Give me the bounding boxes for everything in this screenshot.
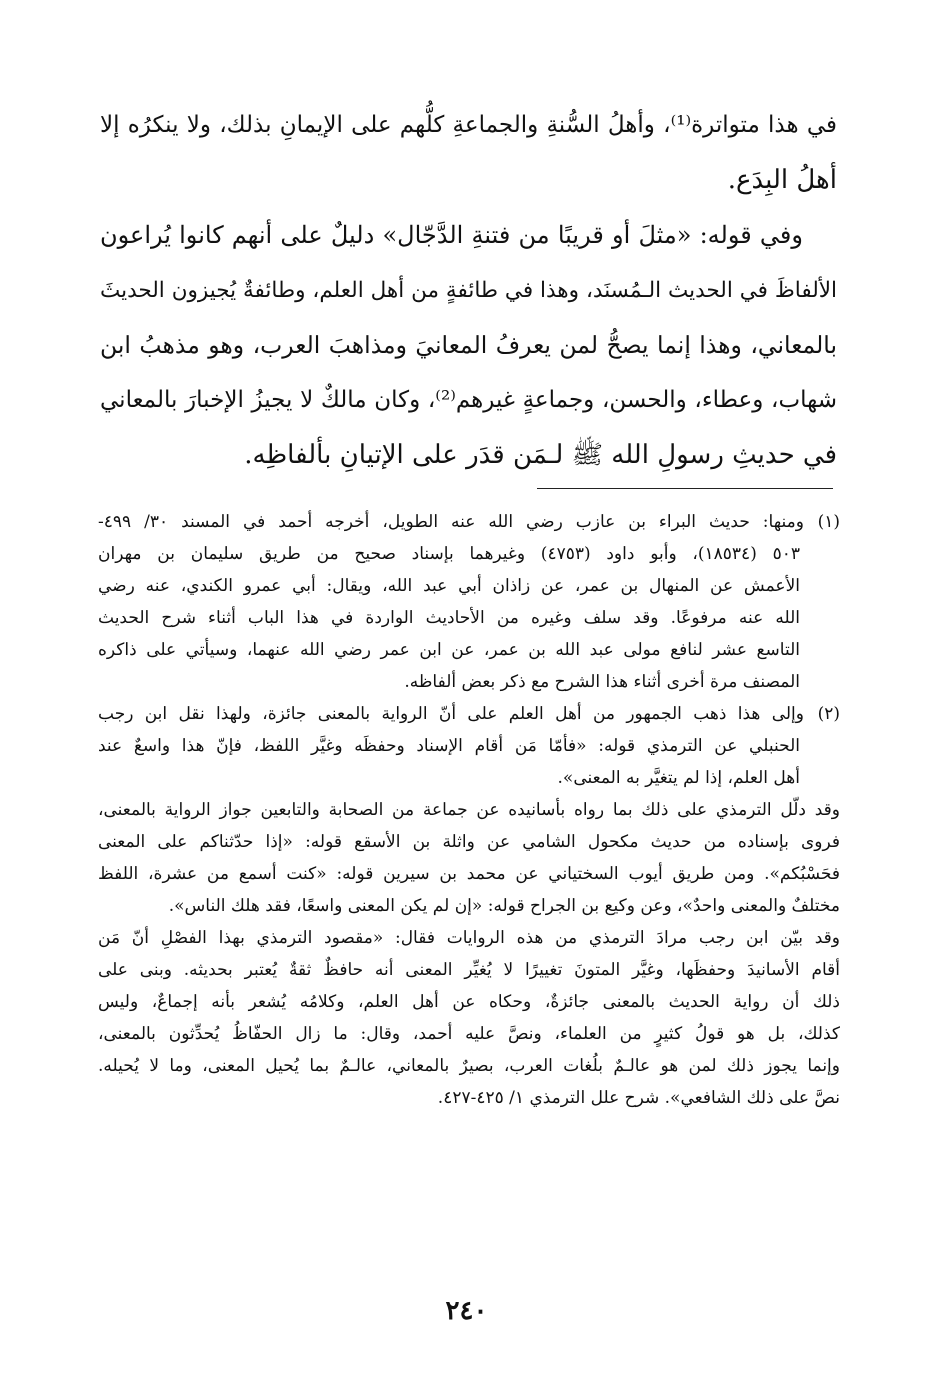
footnote-text: وإنما يجوز ذلك لمن هو عالـمٌ بلُغات العرب، بصيرٌ بالمعاني، عالـمٌ بما يُحيل المعنى، وما لا يُحيله. bbox=[98, 1056, 840, 1076]
footnote-line bbox=[98, 858, 840, 890]
main-text-line: الألفاظَ في الحديث الـمُسنَد، وهذا في طائفةٍ من أهل العلم، وطائفةٌ يُجيزون الحديثَ bbox=[100, 278, 837, 303]
footnote-text: الله عنه مرفوعًا. وقد سلف وغيره من الأحاديث الواردة في هذا الباب أثناء شرح الحديث bbox=[98, 608, 800, 628]
footnote-text: أقام الأسانيدَ وحفظَها، وغيَّر المتونَ تغييرًا لا يُغيِّر المعنى أنه حافظٌ ثقةٌ يُعتبر بحديثه. وبنى على bbox=[98, 960, 840, 980]
footnote-line bbox=[98, 794, 840, 826]
footnote-line bbox=[98, 826, 840, 858]
footnote-line bbox=[98, 922, 840, 954]
footnote-text: ومنها: حديث البراء بن عازب رضي الله عنه الطويل، أخرجه أحمد في المسند ٣٠/ ٤٩٩- bbox=[98, 512, 804, 532]
footnote-text: وقد دلّل الترمذي على ذلك بما رواه بأسانيده عن جماعة من الصحابة والتابعين جواز الرواية بالمعنى، bbox=[98, 800, 840, 820]
main-text-line: شهاب، وعطاء، والحسن، وجماعةٍ غيرهم⁽²⁾، وكان مالكٌ لا يجيزُ الإخبارَ بالمعاني bbox=[100, 387, 837, 413]
footnote-text: فحَسْبُكم». ومن طريق أيوب السختياني عن محمد بن سيرين قوله: «كنت أسمع من عشرة، اللفظ bbox=[98, 864, 840, 884]
main-text-line: أهلُ البِدَع. bbox=[727, 165, 837, 195]
main-text-line: بالمعاني، وهذا إنما يصحُّ لمن يعرفُ المعانيَ ومذاهبَ العرب، وهو مذهبُ ابن bbox=[100, 331, 837, 359]
footnote-line bbox=[98, 762, 840, 794]
main-text-line: في حديثِ رسولِ الله ﷺ لـمَن قدَر على الإتيانِ بألفاظِه. bbox=[244, 440, 837, 470]
footnote-line bbox=[98, 730, 840, 762]
page-number: ٢٤٠ bbox=[445, 1296, 488, 1326]
footnote-text: الأعمش عن المنهال بن عمر، عن زاذان أبي عبد الله، ويقال: أبي عمرو الكندي، عنه رضي bbox=[98, 576, 800, 596]
footnote-text: مختلفٌ والمعنى واحدٌ»، وعن وكيع بن الجراح قوله: «إن لم يكن المعنى واسعًا، فقد هلك الناس». bbox=[168, 896, 840, 916]
footnote-text: ذلك أن رواية الحديث بالمعنى جائزةٌ، وحكاه عن أهل العلم، وكلامُه يُشعر بأنه إجماعٌ، وليس bbox=[98, 992, 840, 1012]
footnote-line bbox=[98, 538, 840, 570]
footnote-line bbox=[98, 1018, 840, 1050]
footnote-text: نصَّ على ذلك الشافعي». شرح علل الترمذي ١/ ٤٢٥-٤٢٧. bbox=[437, 1088, 840, 1108]
footnote-line bbox=[98, 666, 840, 698]
footnote-text: فروى بإسناده من حديث مكحول الشامي عن واثلة بن الأسقع قوله: «إذا حدّثناكم على المعنى bbox=[98, 832, 840, 852]
footnote-text: المصنف مرة أخرى أثناء هذا الشرح مع ذكر بعض ألفاظه. bbox=[404, 672, 800, 692]
footnote-line bbox=[98, 698, 840, 730]
footnote-line bbox=[98, 634, 840, 666]
footnote-line bbox=[98, 1050, 840, 1082]
footnote-separator bbox=[537, 488, 833, 489]
footnote-text: ٥٠٣ (١٨٥٣٤)، وأبو داود (٤٧٥٣) وغيرهما بإسناد صحيح من طريق سليمان بن مهران bbox=[98, 544, 800, 564]
footnote-text: وإلى هذا ذهب الجمهور من أهل العلم على أنّ الرواية بالمعنى جائزة، ولهذا نقل ابن رجب bbox=[98, 704, 804, 724]
footnote-line bbox=[98, 570, 840, 602]
footnote-text: التاسع عشر لنافع مولى عبد الله بن عمر، عن ابن عمر رضي الله عنهما، وسيأتي على ذاكره bbox=[98, 640, 800, 660]
footnote-line bbox=[98, 506, 840, 538]
main-body-text bbox=[100, 98, 837, 483]
footnote-number: (١) bbox=[817, 512, 840, 532]
footnote-line bbox=[98, 986, 840, 1018]
footnote-line bbox=[98, 602, 840, 634]
footnotes-section bbox=[98, 506, 840, 1114]
main-text-line: وفي قوله: «مثلَ أو قريبًا من فتنةِ الدَّجّال» دليلٌ على أنهم كانوا يُراعون bbox=[100, 221, 803, 249]
footnote-number: (٢) bbox=[817, 704, 840, 724]
footnote-text: أهل العلم، إذا لم يتغيَّر به المعنى». bbox=[557, 768, 800, 788]
main-text-line: في هذا متواترة⁽¹⁾، وأهلُ السُّنةِ والجماعةِ كلُّهم على الإيمانِ بذلك، ولا ينكرُه إلا bbox=[100, 112, 837, 138]
footnote-line bbox=[98, 954, 840, 986]
footnote-text: وقد بيّن ابن رجب مرادَ الترمذي من هذه الروايات فقال: «مقصود الترمذي بهذا الفصْلِ أنّ مَن bbox=[98, 928, 840, 948]
footnote-line bbox=[98, 1082, 840, 1114]
footnote-text: كذلك، بل هو قولُ كثيرٍ من العلماء، ونصَّ عليه أحمد، وقال: ما زال الحفّاظُ يُحدِّثون بالمعنى، bbox=[98, 1024, 840, 1044]
footnote-text: الحنبلي عن الترمذي قوله: «فأمّا مَن أقام الإسناد وحفظَه وغيَّر اللفظ، فإنّ هذا واسعٌ عند bbox=[98, 736, 800, 756]
footnote-line bbox=[98, 890, 840, 922]
